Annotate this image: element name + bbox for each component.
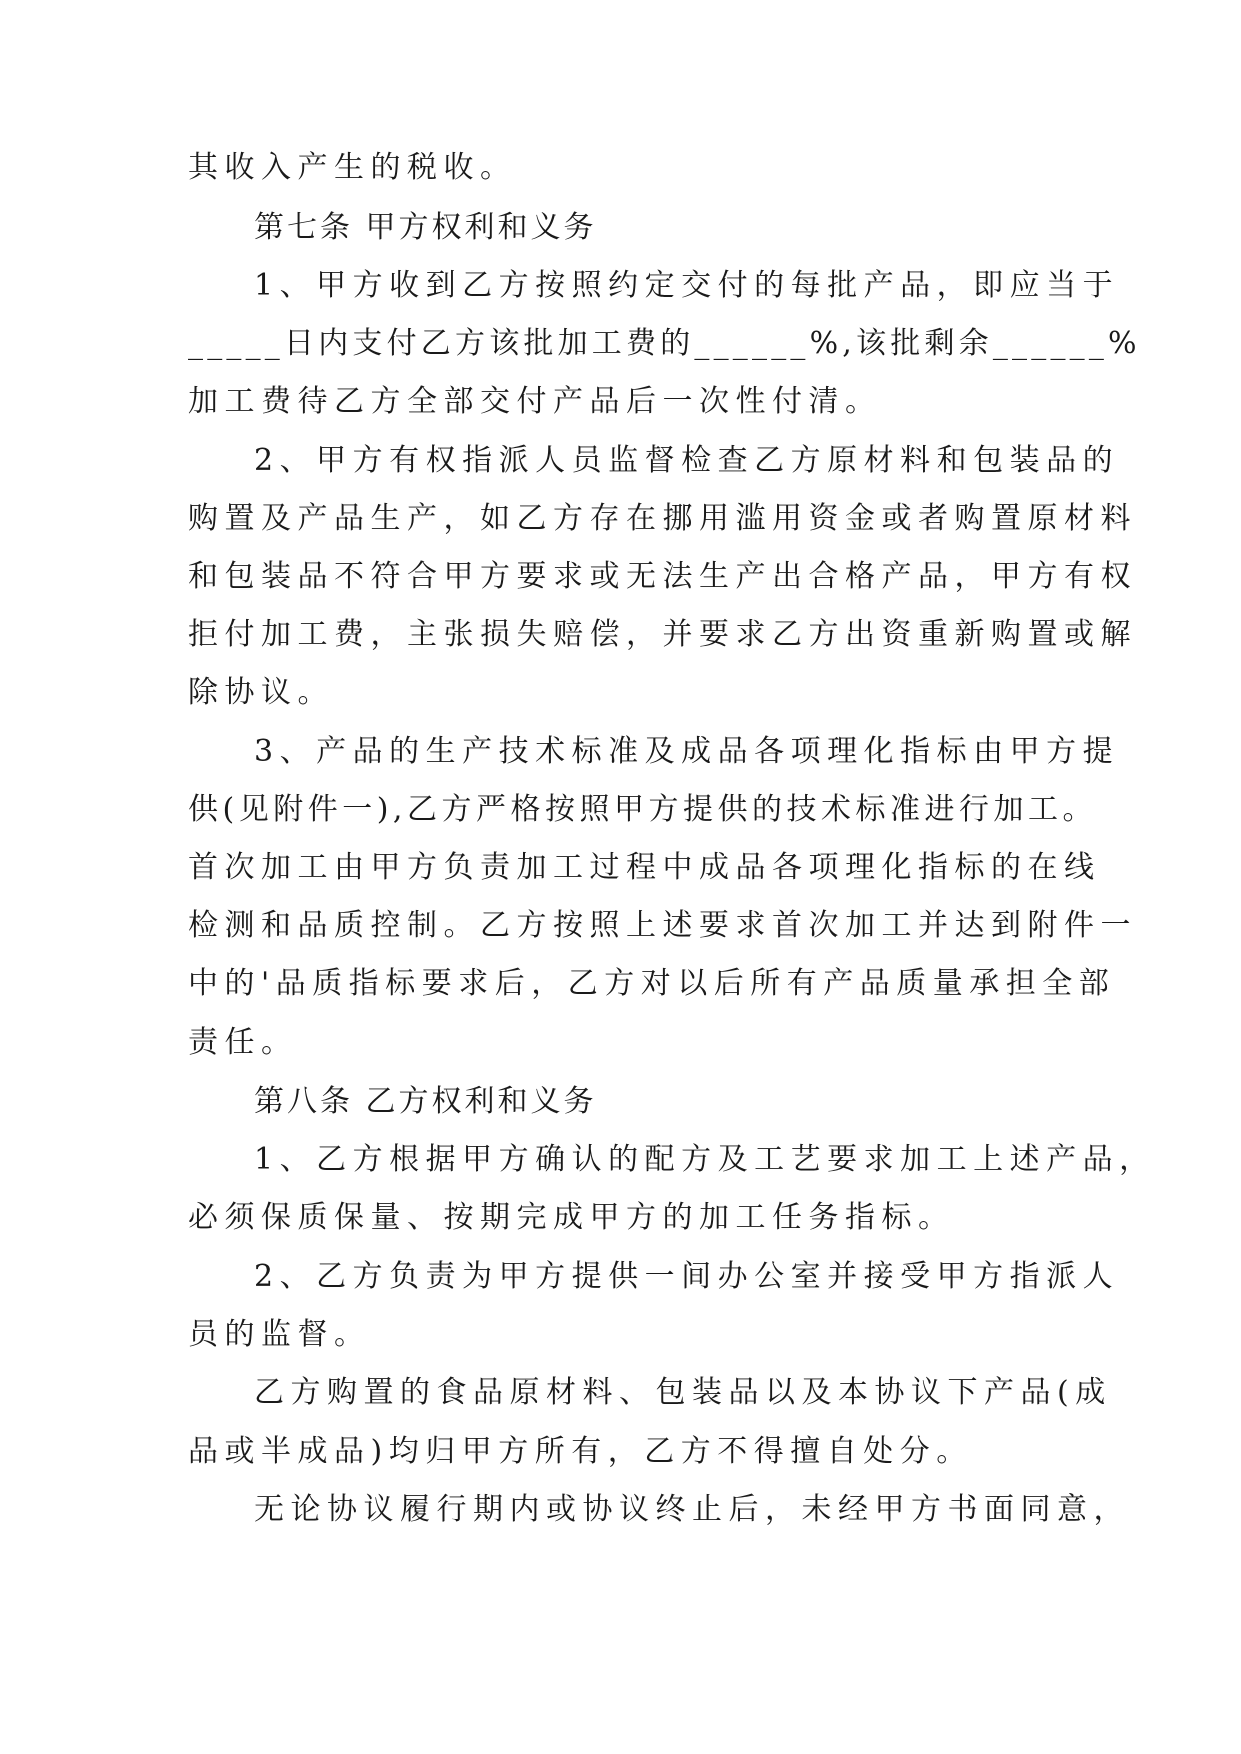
text-line: 员的监督。 bbox=[188, 1317, 371, 1352]
text-line: 乙方购置的食品原材料、包装品以及本协议下产品(成 bbox=[254, 1375, 1112, 1410]
section-heading: 第七条 甲方权利和义务 bbox=[254, 210, 597, 245]
text-line: 责任。 bbox=[188, 1025, 298, 1060]
text-line: 其收入产生的税收。 bbox=[188, 150, 517, 185]
text-line: 购置及产品生产，如乙方存在挪用滥用资金或者购置原材料 bbox=[188, 501, 1137, 536]
text-line: 必须保质保量、按期完成甲方的加工任务指标。 bbox=[188, 1200, 955, 1235]
text-line: _____日内支付乙方该批加工费的______%,该批剩余______% bbox=[188, 326, 1141, 361]
text-line: 2、乙方负责为甲方提供一间办公室并接受甲方指派人 bbox=[254, 1259, 1120, 1294]
text-line: 和包装品不符合甲方要求或无法生产出合格产品，甲方有权 bbox=[188, 559, 1137, 594]
section-heading: 第八条 乙方权利和义务 bbox=[254, 1084, 597, 1119]
text-line: 2、甲方有权指派人员监督检查乙方原材料和包装品的 bbox=[254, 443, 1120, 478]
text-line: 拒付加工费，主张损失赔偿，并要求乙方出资重新购置或解 bbox=[188, 617, 1137, 652]
text-line: 加工费待乙方全部交付产品后一次性付清。 bbox=[188, 384, 882, 419]
text-line: 1、乙方根据甲方确认的配方及工艺要求加工上述产品， bbox=[254, 1142, 1156, 1177]
text-line: 1、甲方收到乙方按照约定交付的每批产品，即应当于 bbox=[254, 268, 1120, 303]
text-line: 供(见附件一),乙方严格按照甲方提供的技术标准进行加工。 bbox=[188, 792, 1097, 827]
text-line: 首次加工由甲方负责加工过程中成品各项理化指标的在线 bbox=[188, 850, 1101, 885]
text-line: 3、产品的生产技术标准及成品各项理化指标由甲方提 bbox=[254, 734, 1120, 769]
text-line: 中的'品质指标要求后，乙方对以后所有产品质量承担全部 bbox=[188, 966, 1116, 1001]
text-line: 品或半成品)均归甲方所有，乙方不得擅自处分。 bbox=[188, 1434, 973, 1469]
text-line: 除协议。 bbox=[188, 675, 334, 710]
text-line: 无论协议履行期内或协议终止后，未经甲方书面同意， bbox=[254, 1492, 1130, 1527]
text-line: 检测和品质控制。乙方按照上述要求首次加工并达到附件一 bbox=[188, 908, 1137, 943]
